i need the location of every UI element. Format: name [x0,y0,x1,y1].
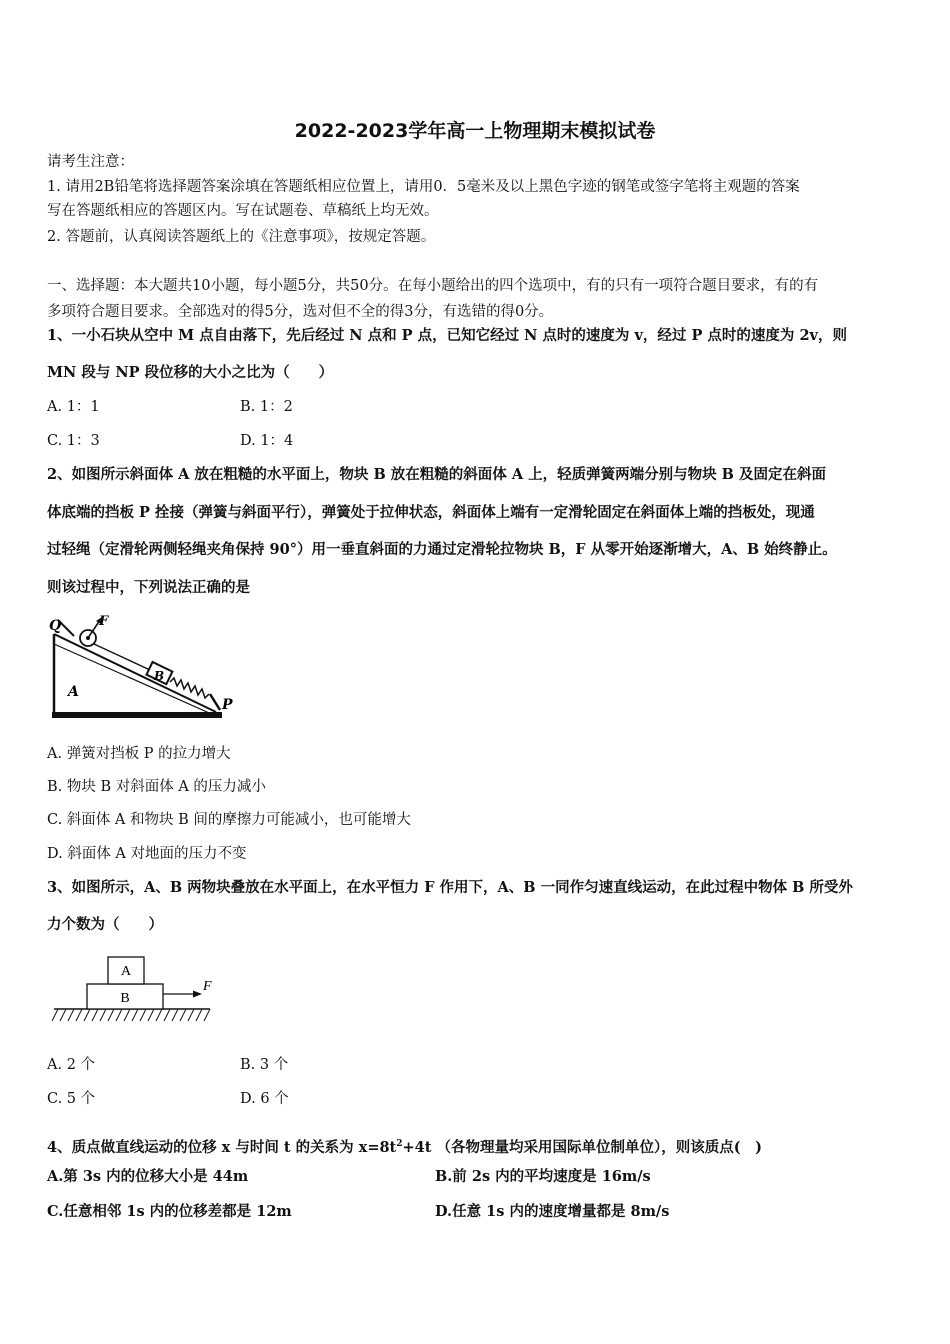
q3-option-b: B. 3 个 [240,1057,289,1073]
label-f: F [99,614,109,629]
q1-option-c: C. 1：3 [47,433,100,449]
q2-option-d: D. 斜面体 A 对地面的压力不变 [47,846,247,862]
force-f-arrowhead [193,991,202,998]
q2-option-c: C. 斜面体 A 和物块 B 间的摩擦力可能减小，也可能增大 [47,812,411,828]
q3-stem-line1: 3、如图所示，A、B 两物块叠放在水平面上，在水平恒力 F 作用下，A、B 一同作匀速直线运动，在此过程中物体 B 所受外 [47,879,853,896]
q2-stem-line3: 过轻绳（定滑轮两侧轻绳夹角保持 90°）用一垂直斜面的力通过定滑轮拉物块 B，F 从零开始逐渐增大，A、B 始终静止。 [47,541,837,558]
notice-item2: 2. 答题前，认真阅读答题纸上的《注意事项》，按规定答题。 [47,229,436,245]
q1-option-b: B. 1：2 [240,399,293,415]
q3-option-c: C. 5 个 [47,1091,96,1107]
q2-stem-line2: 体底端的挡板 P 拴接（弹簧与斜面平行），弹簧处于拉伸状态，斜面体上端有一定滑轮固定在斜面体上端的挡板处，现通 [47,504,815,521]
q2-incline-figure [44,612,244,724]
q3-option-a: A. 2 个 [47,1057,96,1073]
label-b: B [154,669,165,683]
label-q: Q [49,618,62,634]
section-intro-line1: 一、选择题：本大题共10小题，每小题5分，共50分。在每小题给出的四个选项中，有的只有一项符合题目要求，有的有 [47,278,819,294]
notice-item1-line1: 1. 请用2B铅笔将选择题答案涂填在答题纸相应位置上，请用0．5毫米及以上黑色字迹的钢笔或签字笔将主观题的答案 [47,179,800,195]
q4-stem-post: +4t （各物理量均采用国际单位制单位），则该质点( ) [402,1138,762,1156]
spring-icon [170,678,209,698]
q2-stem-line4: 则该过程中，下列说法正确的是 [47,579,250,596]
q3-blocks-figure [52,952,222,1028]
section-intro-line2: 多项符合题目要求。全部选对的得5分，选对但不全的得3分，有选错的得0分。 [47,304,554,320]
label-f: F [203,979,212,994]
label-b: B [120,991,130,1006]
baffle-p [210,694,220,710]
q4-stem [47,1134,762,1158]
q2-option-a: A. 弹簧对挡板 P 的拉力增大 [47,746,231,762]
q4-stem-pre: 4、质点做直线运动的位移 x 与时间 t 的关系为 x=8t [47,1138,397,1156]
incline-slope-inner [54,644,216,716]
notice-heading: 请考生注意： [47,154,134,170]
ground-hatching [52,1009,210,1021]
q1-option-d: D. 1：4 [240,433,294,449]
q2-stem-line1: 2、如图所示斜面体 A 放在粗糙的水平面上，物块 B 放在粗糙的斜面体 A 上，轻质弹簧两端分别与物块 B 及固定在斜面 [47,466,826,483]
q4-option-b: B.前 2s 内的平均速度是 16m/s [435,1168,651,1185]
q4-option-a: A.第 3s 内的位移大小是 44m [47,1168,249,1185]
page-title: 2022-2023学年高一上物理期末模拟试卷 [294,120,656,142]
label-p: P [222,697,233,713]
q1-stem-line2: MN 段与 NP 段位移的大小之比为（ ） [47,364,334,381]
q1-option-a: A. 1：1 [47,399,100,415]
q4-option-c: C.任意相邻 1s 内的位移差都是 12m [47,1203,292,1220]
incline-slope [54,634,216,712]
label-a: A [120,964,132,979]
notice-item1-line2: 写在答题纸相应的答题区内。写在试题卷、草稿纸上均无效。 [47,203,439,219]
ground-bar [52,712,222,718]
q2-option-b: B. 物块 B 对斜面体 A 的压力减小 [47,779,266,795]
q3-stem-line2: 力个数为（ ） [47,916,163,933]
label-a: A [68,684,79,700]
q3-option-d: D. 6 个 [240,1091,289,1107]
q4-stem-exponent: 2 [396,1139,403,1149]
q4-option-d: D.任意 1s 内的速度增量都是 8m/s [435,1203,670,1220]
q1-stem-line1: 1、一小石块从空中 M 点自由落下，先后经过 N 点和 P 点，已知它经过 N 点时的速度为 v，经过 P 点时的速度为 2v，则 [47,327,847,344]
